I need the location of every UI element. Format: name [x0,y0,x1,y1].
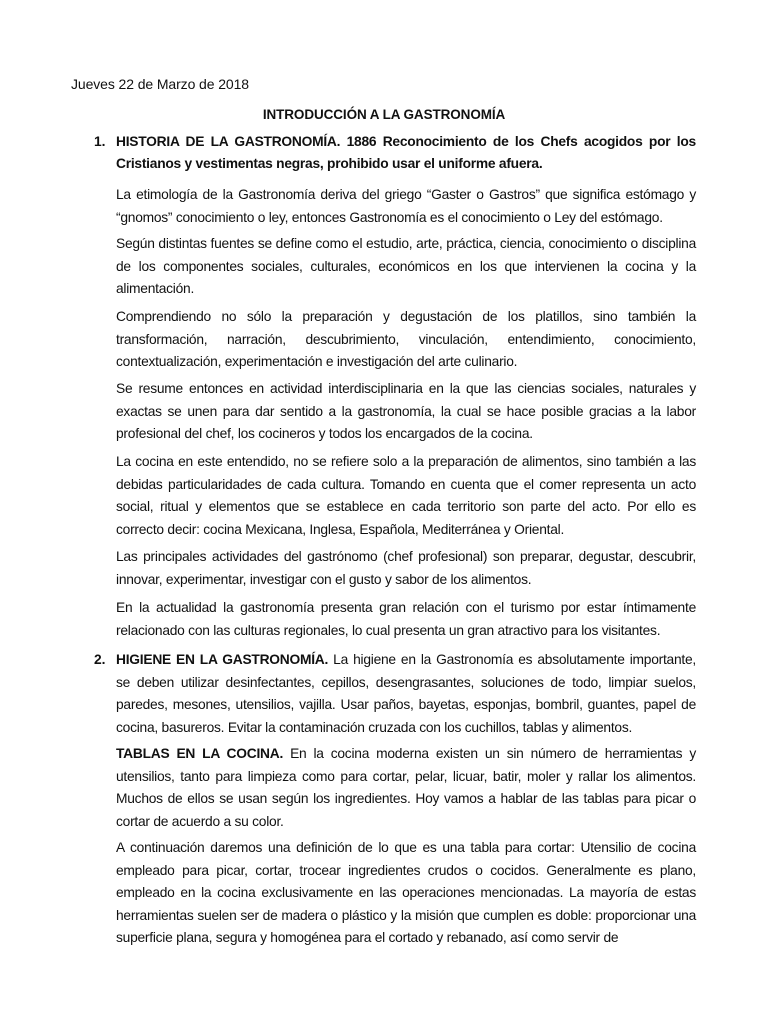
section-1-number: 1. [94,134,106,149]
section-1-paragraph: La etimología de la Gastronomía deriva del griego “Gaster o Gastros” que significa estómago y “gnomos” conocimiento o ley, entonces Gastronomía es el conocimiento o Ley del estómago. [116,187,696,225]
tables-paragraph [116,743,696,833]
section-1-paragraph: Se resume entonces en actividad interdisciplinaria en la que las ciencias sociales, naturales y exactas se unen para dar sentido a la gastronomía, la cual se hace posible gracias a la labor profesional del chef, los cocineros y todos los encargados de la cocina. [116,381,696,441]
document-date: Jueves 22 de Marzo de 2018 [71,76,249,92]
tables-heading: TABLAS EN LA COCINA. [116,746,284,761]
definition-paragraph: A continuación daremos una definición de lo que es una tabla para cortar: Utensilio de cocina empleado para picar, cortar, trocear ingredientes crudos o cocidos. Generalmente es plano, empleado en la cocina exclusivamente en las operaciones mencionadas. La mayoría de estas herramientas suelen ser de madera o plástico y la misión que cumplen es doble: proporcionar una superficie plana, segura y homogénea para el cortado y rebanado, así como servir de [116,840,696,945]
section-1-paragraph: La cocina en este entendido, no se refiere solo a la preparación de alimentos, sino también a las debidas particularidades de cada cultura. Tomando en cuenta que el comer representa un acto social, ritual y elementos que se establece en cada territorio son parte del acto. Por ello es correcto decir: cocina Mexicana, Inglesa, Española, Mediterránea y Oriental. [116,454,696,537]
section-1-paragraph: Las principales actividades del gastrónomo (chef profesional) son preparar, degustar, descubrir, innovar, experimentar, investigar con el gusto y sabor de los alimentos. [116,549,696,587]
section-1-heading: HISTORIA DE LA GASTRONOMÍA. 1886 Reconocimiento de los Chefs acogidos por los Cristianos y vestimentas negras, prohibido usar el uniforme afuera. [116,134,696,171]
section-1-paragraph: Según distintas fuentes se define como el estudio, arte, práctica, ciencia, conocimiento o disciplina de los componentes sociales, culturales, económicos en los que intervienen la cocina y la alimentación. [116,236,696,296]
section-2-heading-text: La higiene en la Gastronomía es absolutamente importante, se deben utilizar desinfectantes, cepillos, desengrasantes, soluciones de todo, limpiar suelos, paredes, mesones, utensilios, vajilla. Usar paños, bayetas, esponjas, bombril, guantes, papel de cocina, basureros. Evitar la contaminación cruzada con los cuchillos, tablas y alimentos. [116,652,696,735]
tables-text: En la cocina moderna existen un sin número de herramientas y utensilios, tanto para limpieza como para cortar, pelar, licuar, batir, moler y rallar los alimentos. Muchos de ellos se usan según los ingredientes. Hoy vamos a hablar de las tablas para picar o cortar de acuerdo a su color. [116,746,696,829]
section-1-paragraph: En la actualidad la gastronomía presenta gran relación con el turismo por estar íntimamente relacionado con las culturas regionales, lo cual presenta un gran atractivo para los visitantes. [116,600,696,638]
document-title: INTRODUCCIÓN A LA GASTRONOMÍA [262,107,506,122]
section-2-heading: HIGIENE EN LA GASTRONOMÍA. [116,652,329,667]
section-2-number: 2. [94,652,106,667]
section-1-paragraph: Comprendiendo no sólo la preparación y degustación de los platillos, sino también la transformación, narración, descubrimiento, vinculación, entendimiento, conocimiento, contextualización, experimentación e investigación del arte culinario. [116,309,696,369]
section-2-paragraph [116,649,696,739]
